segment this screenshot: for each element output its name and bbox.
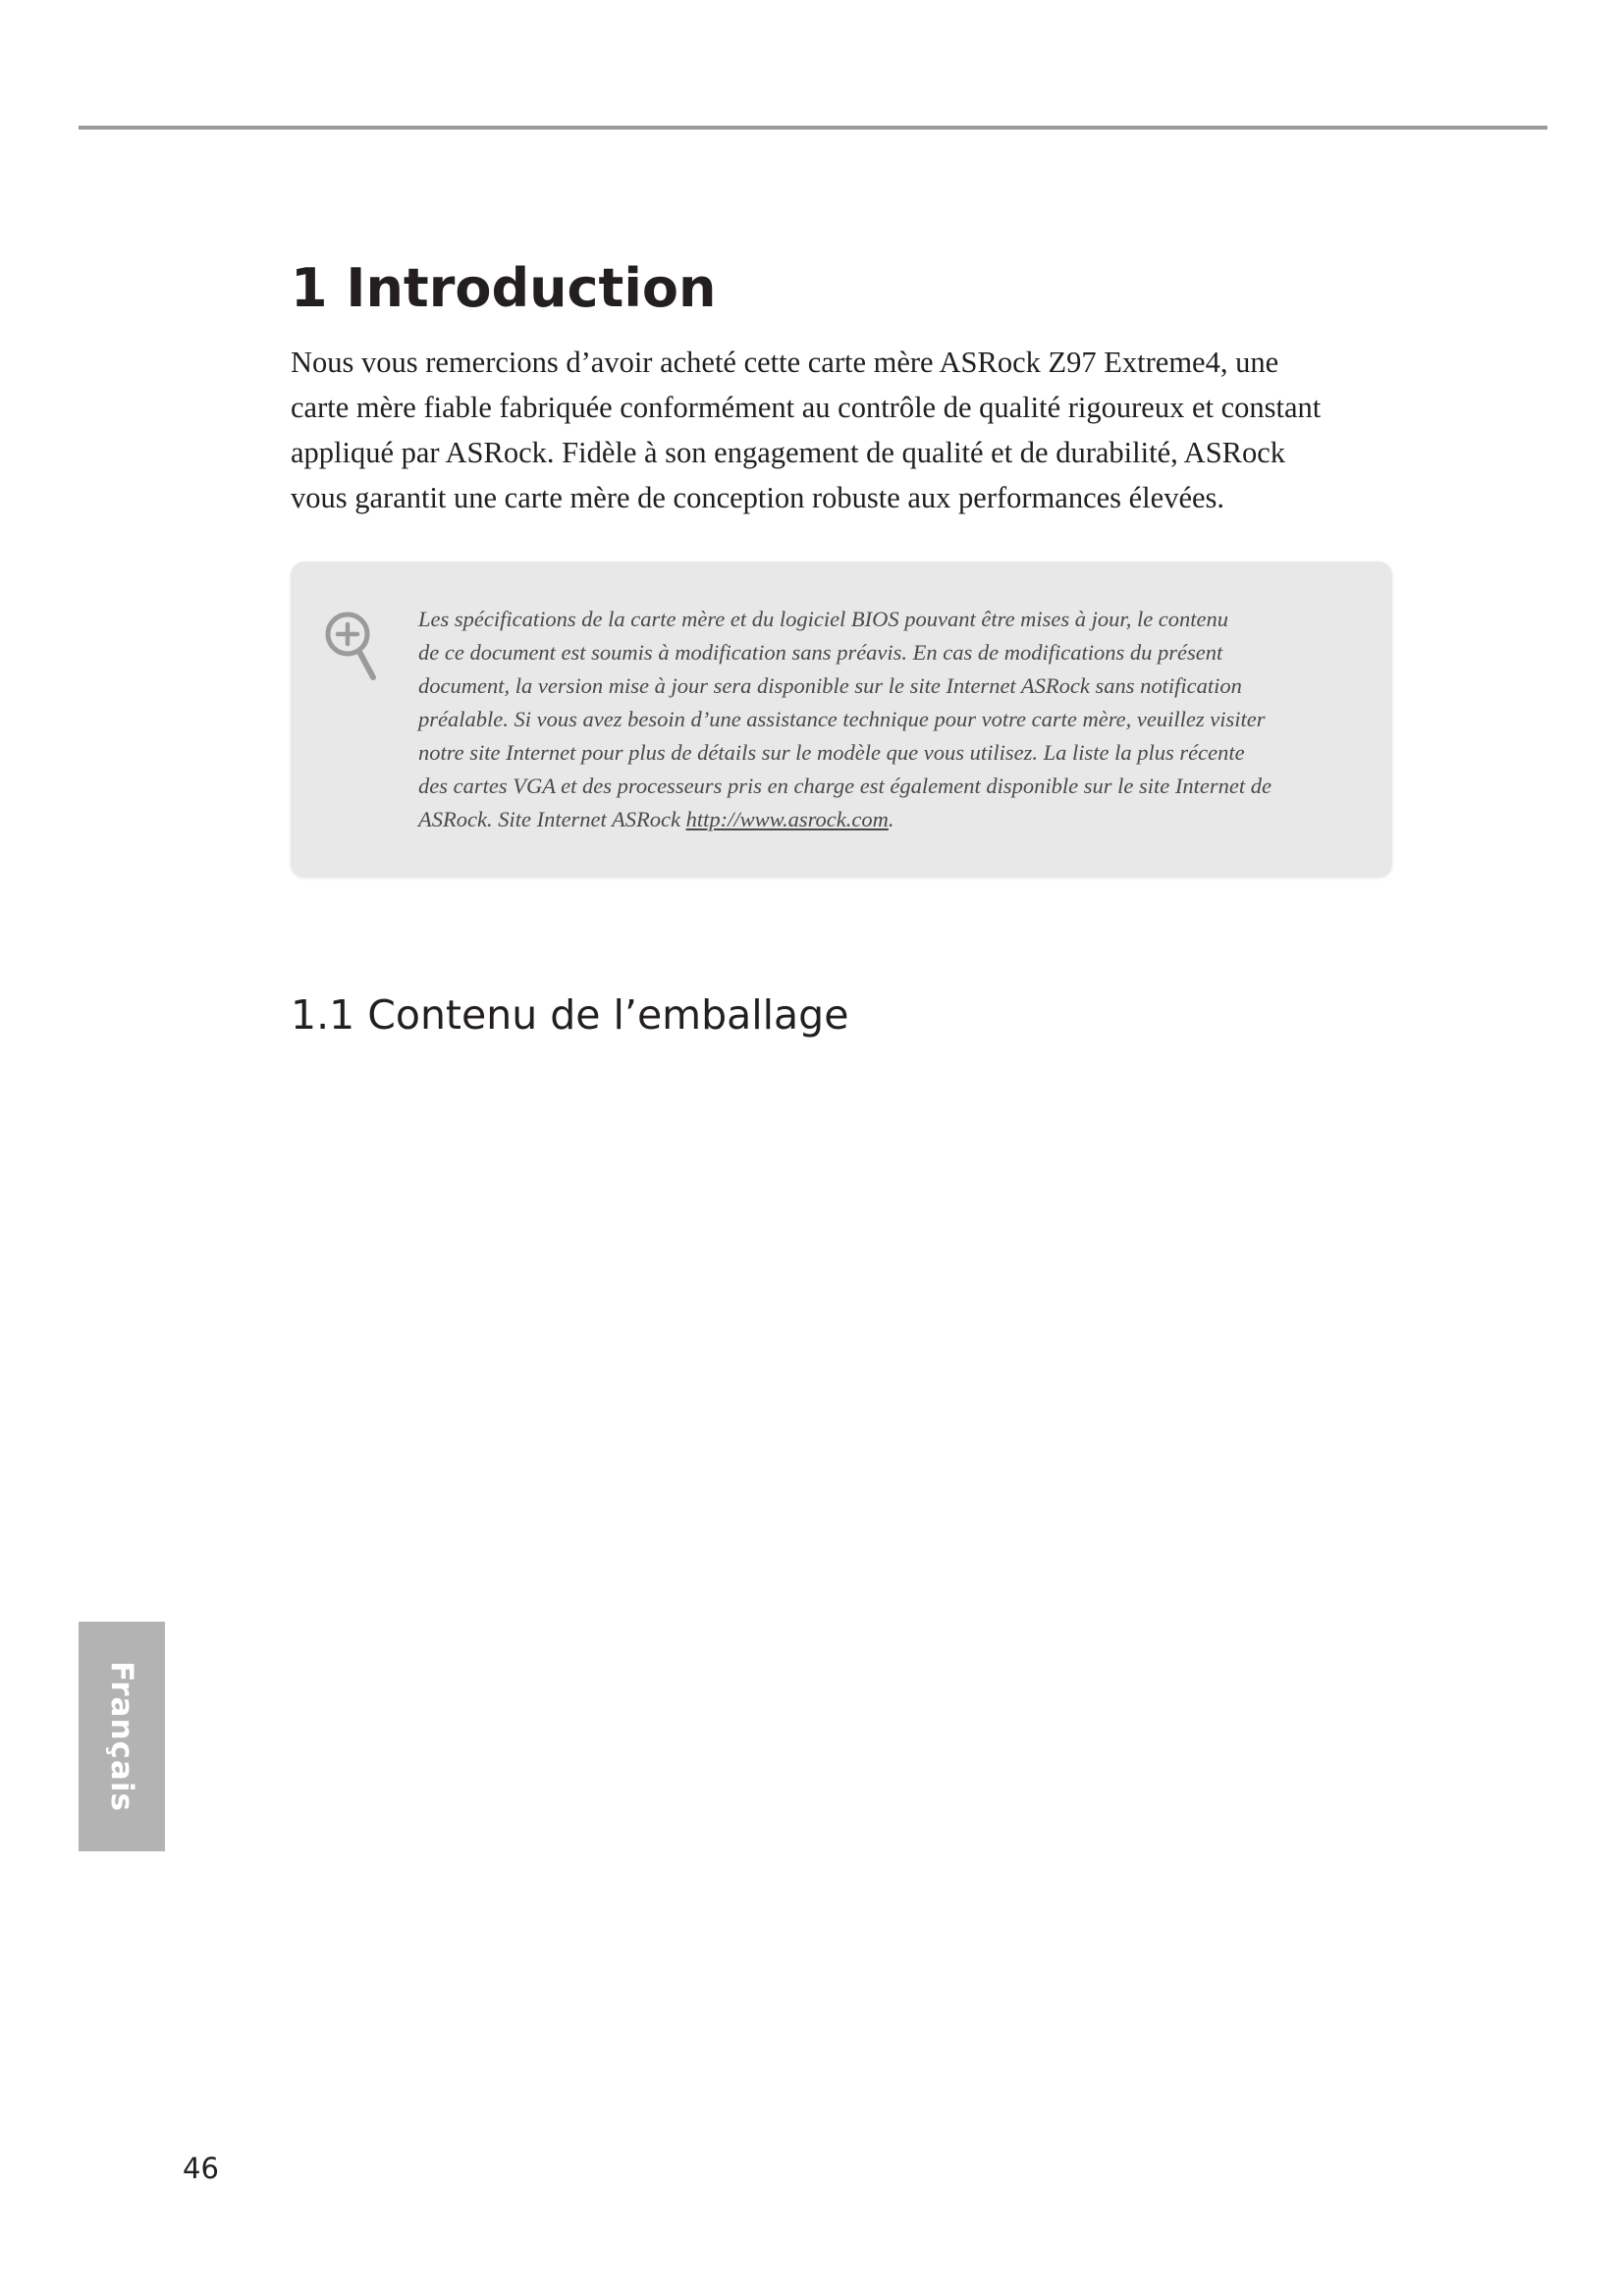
note-box [291,561,1392,878]
note-line: des cartes VGA et des processeurs pris en charge est également disponible sur le site Internet de [418,774,1272,798]
note-text [418,603,1371,836]
language-side-tab [79,1622,165,1851]
intro-line: appliqué par ASRock. Fidèle à son engagement de qualité et de durabilité, ASRock [291,436,1286,469]
intro-line: Nous vous remercions d’avoir acheté cette carte mère ASRock Z97 Extreme4, une [291,346,1279,379]
section-title: 1.1 Contenu de l’emballage [291,991,849,1039]
language-tab-label: Français [104,1661,139,1812]
note-line: document, la version mise à jour sera disponible sur le site Internet ASRock sans notification [418,673,1242,698]
intro-paragraph [291,340,1341,520]
note-line: Les spécifications de la carte mère et du logiciel BIOS pouvant être mises à jour, le contenu [418,607,1229,631]
magnifier-plus-icon [320,607,383,685]
note-line: préalable. Si vous avez besoin d’une assistance technique pour votre carte mère, veuillez visiter [418,707,1266,731]
note-last-line [418,803,1371,836]
note-last-line-prefix: ASRock. Site Internet ASRock [418,807,686,831]
chapter-title: 1 Introduction [291,257,717,319]
page-number: 46 [183,2152,219,2185]
intro-line: vous garantit une carte mère de conception robuste aux performances élevées. [291,481,1225,514]
note-line: de ce document est soumis à modification sans préavis. En cas de modifications du présent [418,640,1223,665]
note-last-line-suffix: . [888,807,894,831]
note-line: notre site Internet pour plus de détails sur le modèle que vous utilisez. La liste la plus récente [418,740,1245,765]
intro-line: carte mère fiable fabriquée conformément au contrôle de qualité rigoureux et constant [291,391,1322,424]
header-rule [79,126,1547,130]
asrock-website-link[interactable]: http://www.asrock.com [685,807,889,831]
